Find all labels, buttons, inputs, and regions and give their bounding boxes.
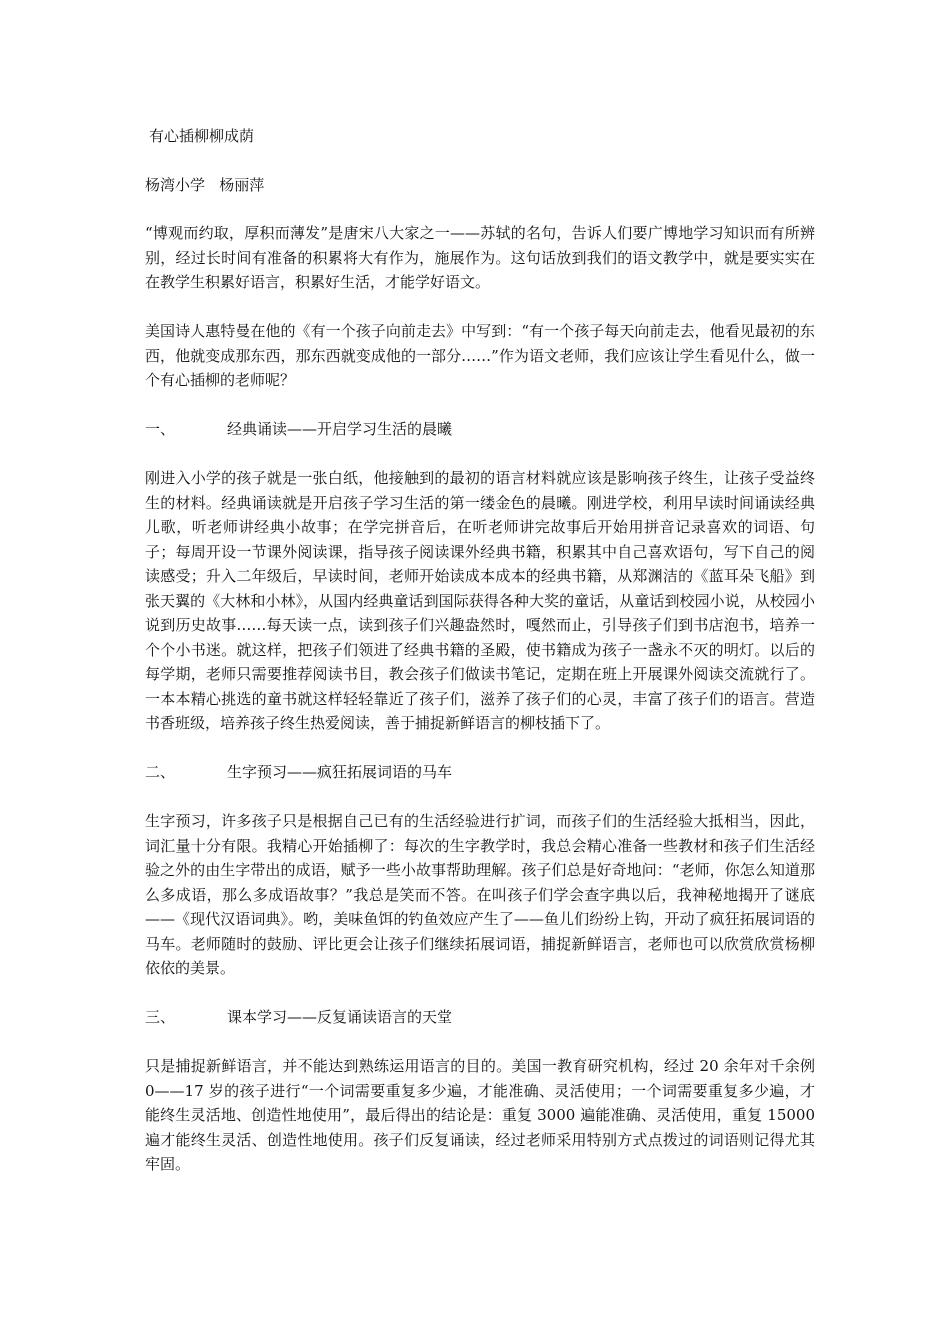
intro-paragraph-1: “博观而约取，厚积而薄发”是唐宋八大家之一——苏轼的名句，告诉人们要广博地学习知识而有所辨别，经过长时间有准备的积累将大有作为，施展作为。这句话放到我们的语文教学中，就是要实实在在教学生积累好语言，积累好生活，才能学好语文。 — [145, 224, 815, 291]
section-heading-2 — [145, 760, 815, 785]
intro-paragraph-2: 美国诗人惠特曼在他的《有一个孩子向前走去》中写到：“有一个孩子每天向前走去，他看见最初的东西，他就变成那东西，那东西就变成他的一部分……”作为语文老师，我们应该让学生看见什么，做一个有心插柳的老师呢？ — [145, 322, 815, 389]
section-number: 三、 — [145, 1008, 176, 1026]
section-title: 生字预习——疯狂拓展词语的马车 — [227, 763, 453, 781]
document-title: 有心插柳柳成荫 — [149, 127, 255, 145]
document-body — [145, 124, 815, 1201]
section-paragraph-1: 刚进入小学的孩子就是一张白纸，他接触到的最初的语言材料就应该是影响孩子终生，让孩子受益终生的材料。经典诵读就是开启孩子学习生活的第一缕金色的晨曦。刚进学校，利用早读时间诵读经典儿歌，听老师讲经典小故事；在学完拼音后，在听老师讲完故事后开始用拼音记录喜欢的词语、句子；每周开设一节课外阅读课，指导孩子阅读课外经典书籍，积累其中自己喜欢语句，写下自己的阅读感受；升入二年级后，早读时间，老师开始读成本成本的经典书籍，从郑渊洁的《蓝耳朵飞船》到张天翼的《大林和小林》，从国内经典童话到国际获得各种大奖的童话，从童话到校园小说，从校园小说到历史故事……每天读一点，读到孩子们兴趣盎然时，嘎然而止，引导孩子们到书店泡书，培养一个个小书迷。就这样，把孩子们领进了经典书籍的圣殿，使书籍成为孩子一盏永不灭的明灯。以后的每学期，老师只需要推荐阅读书目，教会孩子们做读书笔记，定期在班上开展课外阅读交流就行了。一本本精心挑选的童书就这样轻轻靠近了孩子们，滋养了孩子们的心灵，丰富了孩子们的语言。营造书香班级，培养孩子终生热爱阅读，善于捕捉新鲜语言的柳枝插下了。 — [145, 469, 815, 732]
section-title: 课本学习——反复诵读语言的天堂 — [227, 1008, 453, 1026]
section-heading-3 — [145, 1005, 815, 1030]
author-line: 杨湾小学 杨丽萍 — [145, 175, 265, 194]
section-paragraph-2: 生字预习，许多孩子只是根据自己已有的生活经验进行扩词，而孩子们的生活经验大抵相当，因此，词汇量十分有限。我精心开始插柳了：每次的生字教学时，我总会精心准备一些教材和孩子们生活经验之外的由生字带出的成语，赋予一些小故事帮助理解。孩子们总是好奇地问：“老师，你怎么知道那么多成语，那么多成语故事？”我总是笑而不答。在叫孩子们学会查字典以后，我神秘地揭开了谜底——《现代汉语词典》。哟，美味鱼饵的钓鱼效应产生了——鱼儿们纷纷上钩，开动了疯狂拓展词语的马车。老师随时的鼓励、评比更会让孩子们继续拓展词语，捕捉新鲜语言，老师也可以欣赏欣赏杨柳依依的美景。 — [145, 812, 815, 977]
section-number: 一、 — [145, 420, 176, 438]
section-heading-1 — [145, 417, 815, 442]
section-title: 经典诵读——开启学习生活的晨曦 — [227, 420, 453, 438]
section-number: 二、 — [145, 763, 176, 781]
section-paragraph-3: 只是捕捉新鲜语言，并不能达到熟练运用语言的目的。美国一教育研究机构，经过 20 余年对千余例 0——17 岁的孩子进行“一个词需要重复多少遍，才能准确、灵活使用；一个词需要重复多少遍，才能终生灵活地、创造性地使用”，最后得出的结论是：重复 3000 遍能准确、灵活使用，重复 15000 遍才能终生灵活、创造性地使用。孩子们反复诵读，经过老师采用特别方式点拨过的词语则记得尤其牢固。 — [145, 1057, 815, 1173]
